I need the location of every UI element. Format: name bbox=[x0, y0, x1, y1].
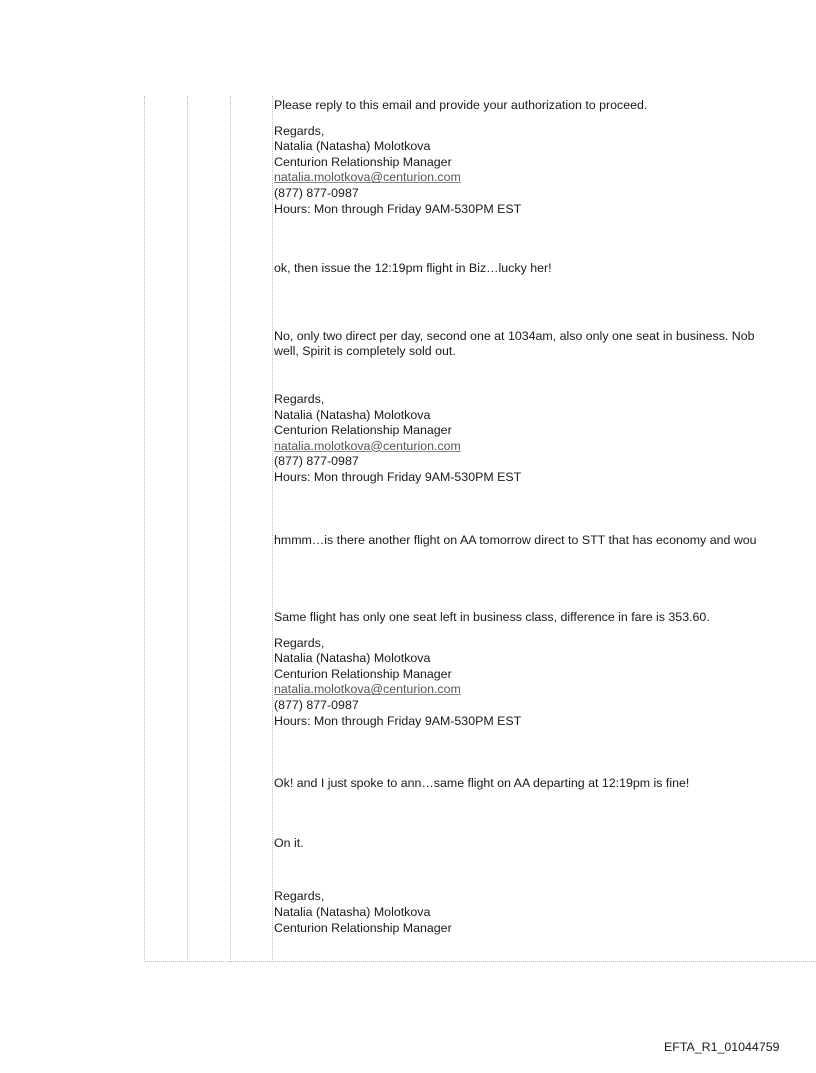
thread-gutter-line bbox=[230, 96, 231, 962]
email-signature bbox=[274, 889, 816, 936]
signature-hours: Hours: Mon through Friday 9AM-530PM EST bbox=[274, 469, 522, 484]
signature-email-link[interactable]: natalia.molotkova@centurion.com bbox=[274, 170, 461, 185]
signature-title: Centurion Relationship Manager bbox=[274, 154, 452, 169]
signature-name: Natalia (Natasha) Molotkova bbox=[274, 651, 431, 666]
thread-gutter-line bbox=[187, 96, 188, 962]
signature-hours: Hours: Mon through Friday 9AM-530PM EST bbox=[274, 713, 522, 728]
signature-phone: (877) 877-0987 bbox=[274, 185, 359, 200]
thread-bottom-border bbox=[144, 961, 816, 962]
thread-gutter-line bbox=[144, 96, 145, 962]
signature-hours: Hours: Mon through Friday 9AM-530PM EST bbox=[274, 201, 522, 216]
message-text: well, Spirit is completely sold out. bbox=[274, 344, 456, 359]
email-signature bbox=[274, 392, 816, 486]
signature-title: Centurion Relationship Manager bbox=[274, 423, 452, 438]
message-text: Same flight has only one seat left in business class, difference in fare is 353.60. bbox=[274, 610, 710, 625]
message-text: Please reply to this email and provide your authorization to proceed. bbox=[274, 98, 648, 112]
message-text: ok, then issue the 12:19pm flight in Biz…lucky her! bbox=[274, 261, 552, 276]
signature-name: Natalia (Natasha) Molotkova bbox=[274, 407, 431, 422]
signature-phone: (877) 877-0987 bbox=[274, 698, 359, 713]
signature-email-link[interactable]: natalia.molotkova@centurion.com bbox=[274, 438, 461, 453]
signature-title: Centurion Relationship Manager bbox=[274, 920, 452, 935]
signature-regards: Regards, bbox=[274, 635, 325, 650]
message-text: hmmm…is there another flight on AA tomorrow direct to STT that has economy and wou bbox=[274, 532, 757, 547]
email-signature bbox=[274, 124, 816, 218]
email-signature bbox=[274, 636, 816, 730]
message-text: On it. bbox=[274, 835, 304, 850]
signature-phone: (877) 877-0987 bbox=[274, 454, 359, 469]
signature-regards: Regards, bbox=[274, 123, 325, 138]
signature-regards: Regards, bbox=[274, 889, 325, 904]
message-text: No, only two direct per day, second one at 1034am, also only one seat in business. Nob bbox=[274, 328, 755, 343]
signature-name: Natalia (Natasha) Molotkova bbox=[274, 139, 431, 154]
email-thread-body bbox=[274, 98, 816, 936]
signature-title: Centurion Relationship Manager bbox=[274, 666, 452, 681]
thread-gutter-line bbox=[272, 96, 273, 962]
message-text: Ok! and I just spoke to ann…same flight on AA departing at 12:19pm is fine! bbox=[274, 776, 690, 791]
document-id-footer: EFTA_R1_01044759 bbox=[664, 1040, 780, 1054]
signature-email-link[interactable]: natalia.molotkova@centurion.com bbox=[274, 682, 461, 697]
signature-regards: Regards, bbox=[274, 391, 325, 406]
signature-name: Natalia (Natasha) Molotkova bbox=[274, 905, 431, 920]
